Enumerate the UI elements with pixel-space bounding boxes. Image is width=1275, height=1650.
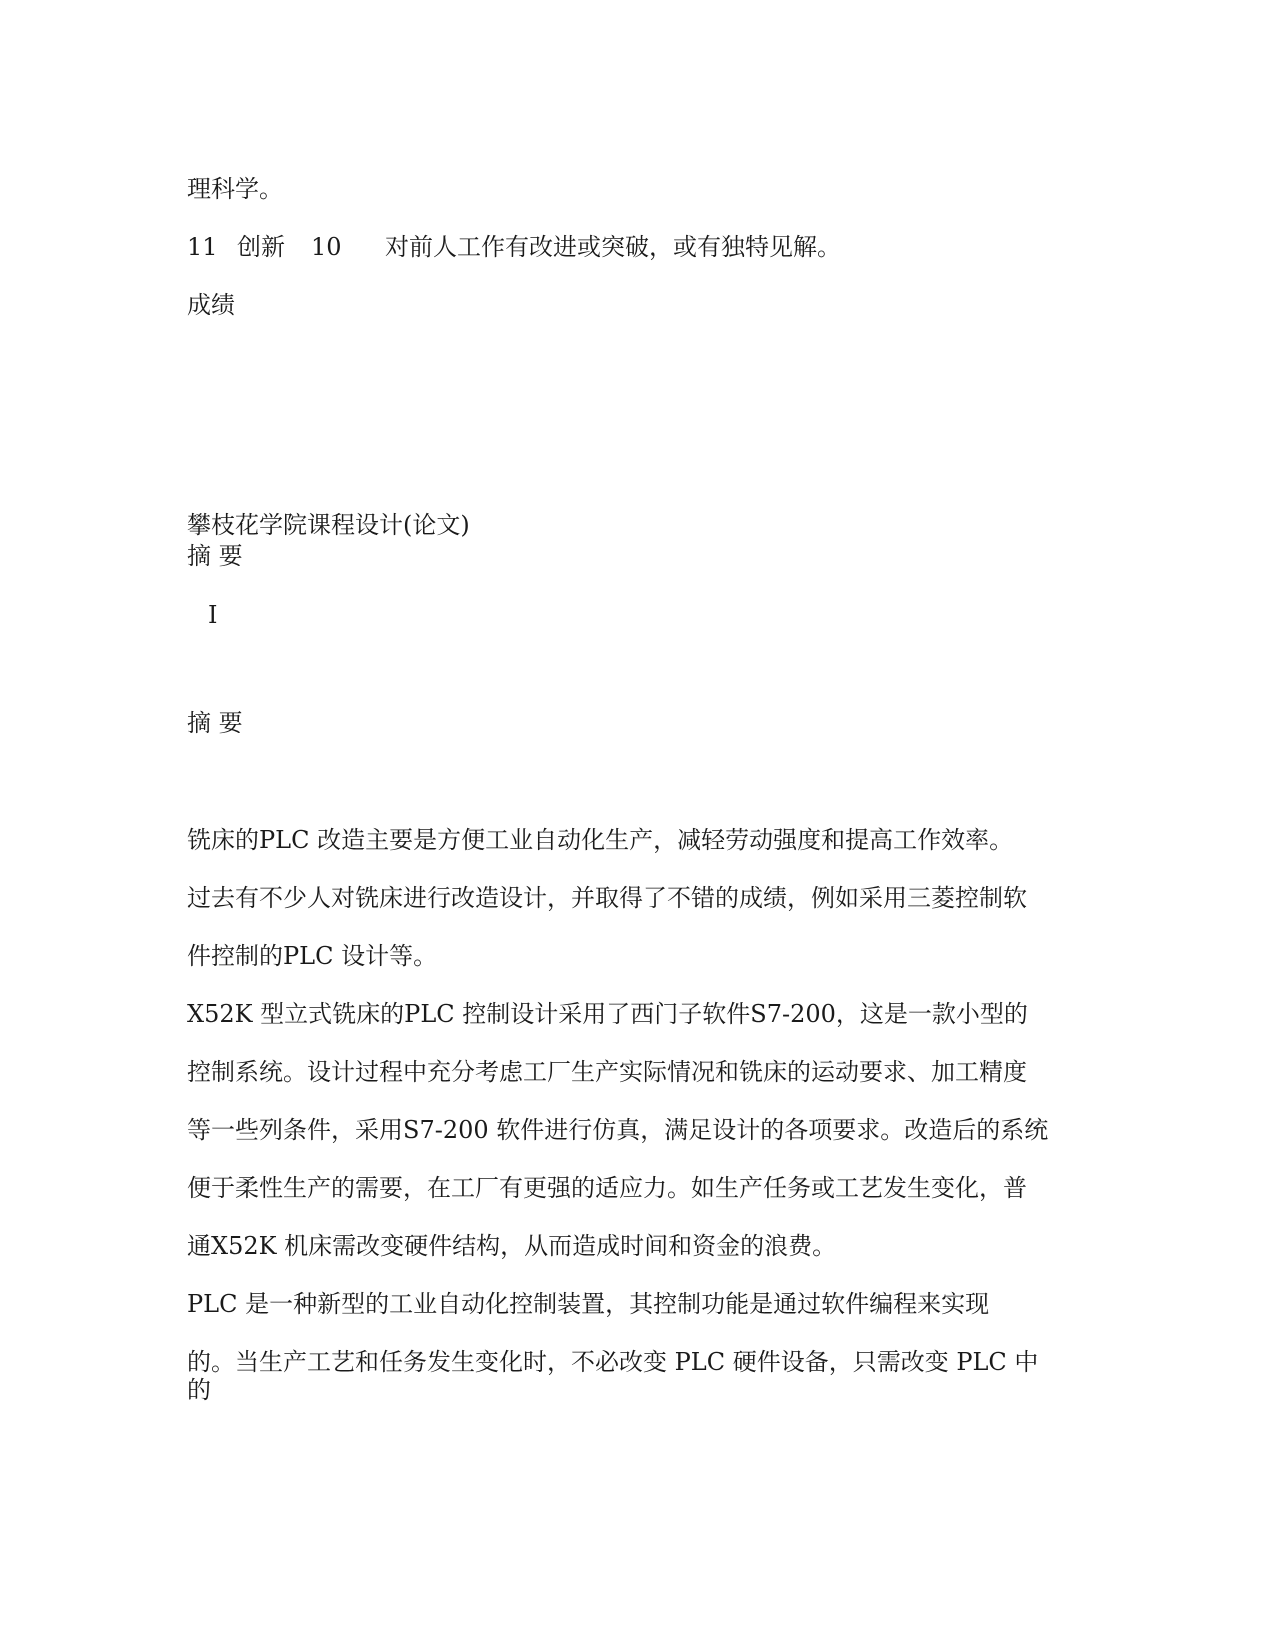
abstract-line: 的。当生产工艺和任务发生变化时，不必改变 PLC 硬件设备，只需改变 PLC 中	[187, 1348, 1039, 1376]
grading-row-description: 对前人工作有改进或突破，或有独特见解。	[385, 233, 841, 261]
grading-row-name: 创新	[237, 233, 285, 261]
abstract-line: X52K 型立式铣床的PLC 控制设计采用了西门子软件S7-200，这是一款小型的	[187, 1000, 1028, 1028]
abstract-line: 通X52K 机床需改变硬件结构，从而造成时间和资金的浪费。	[187, 1232, 837, 1260]
abstract-line: 铣床的PLC 改造主要是方便工业自动化生产，减轻劳动强度和提高工作效率。	[187, 826, 1014, 854]
abstract-line: 过去有不少人对铣床进行改造设计，并取得了不错的成绩，例如采用三菱控制软	[187, 884, 1027, 912]
grade-label: 成绩	[187, 291, 235, 319]
page-number: I	[208, 601, 218, 629]
grading-row-number: 11	[187, 233, 218, 261]
grading-row-score: 10	[311, 233, 342, 261]
school-title: 攀枝花学院课程设计(论文)	[187, 511, 470, 539]
abstract-line: PLC 是一种新型的工业自动化控制装置，其控制功能是通过软件编程来实现	[187, 1290, 990, 1318]
abstract-heading: 摘 要	[187, 709, 243, 737]
abstract-line: 的	[187, 1376, 211, 1404]
grading-row-innovation	[187, 232, 841, 262]
continued-text-line: 理科学。	[187, 175, 283, 203]
abstract-line: 控制系统。设计过程中充分考虑工厂生产实际情况和铣床的运动要求、加工精度	[187, 1058, 1027, 1086]
abstract-line: 件控制的PLC 设计等。	[187, 942, 438, 970]
abstract-line: 便于柔性生产的需要，在工厂有更强的适应力。如生产任务或工艺发生变化，普	[187, 1174, 1027, 1202]
abstract-line: 等一些列条件，采用S7-200 软件进行仿真，满足设计的各项要求。改造后的系统	[187, 1116, 1049, 1144]
abstract-header-label: 摘 要	[187, 542, 243, 570]
